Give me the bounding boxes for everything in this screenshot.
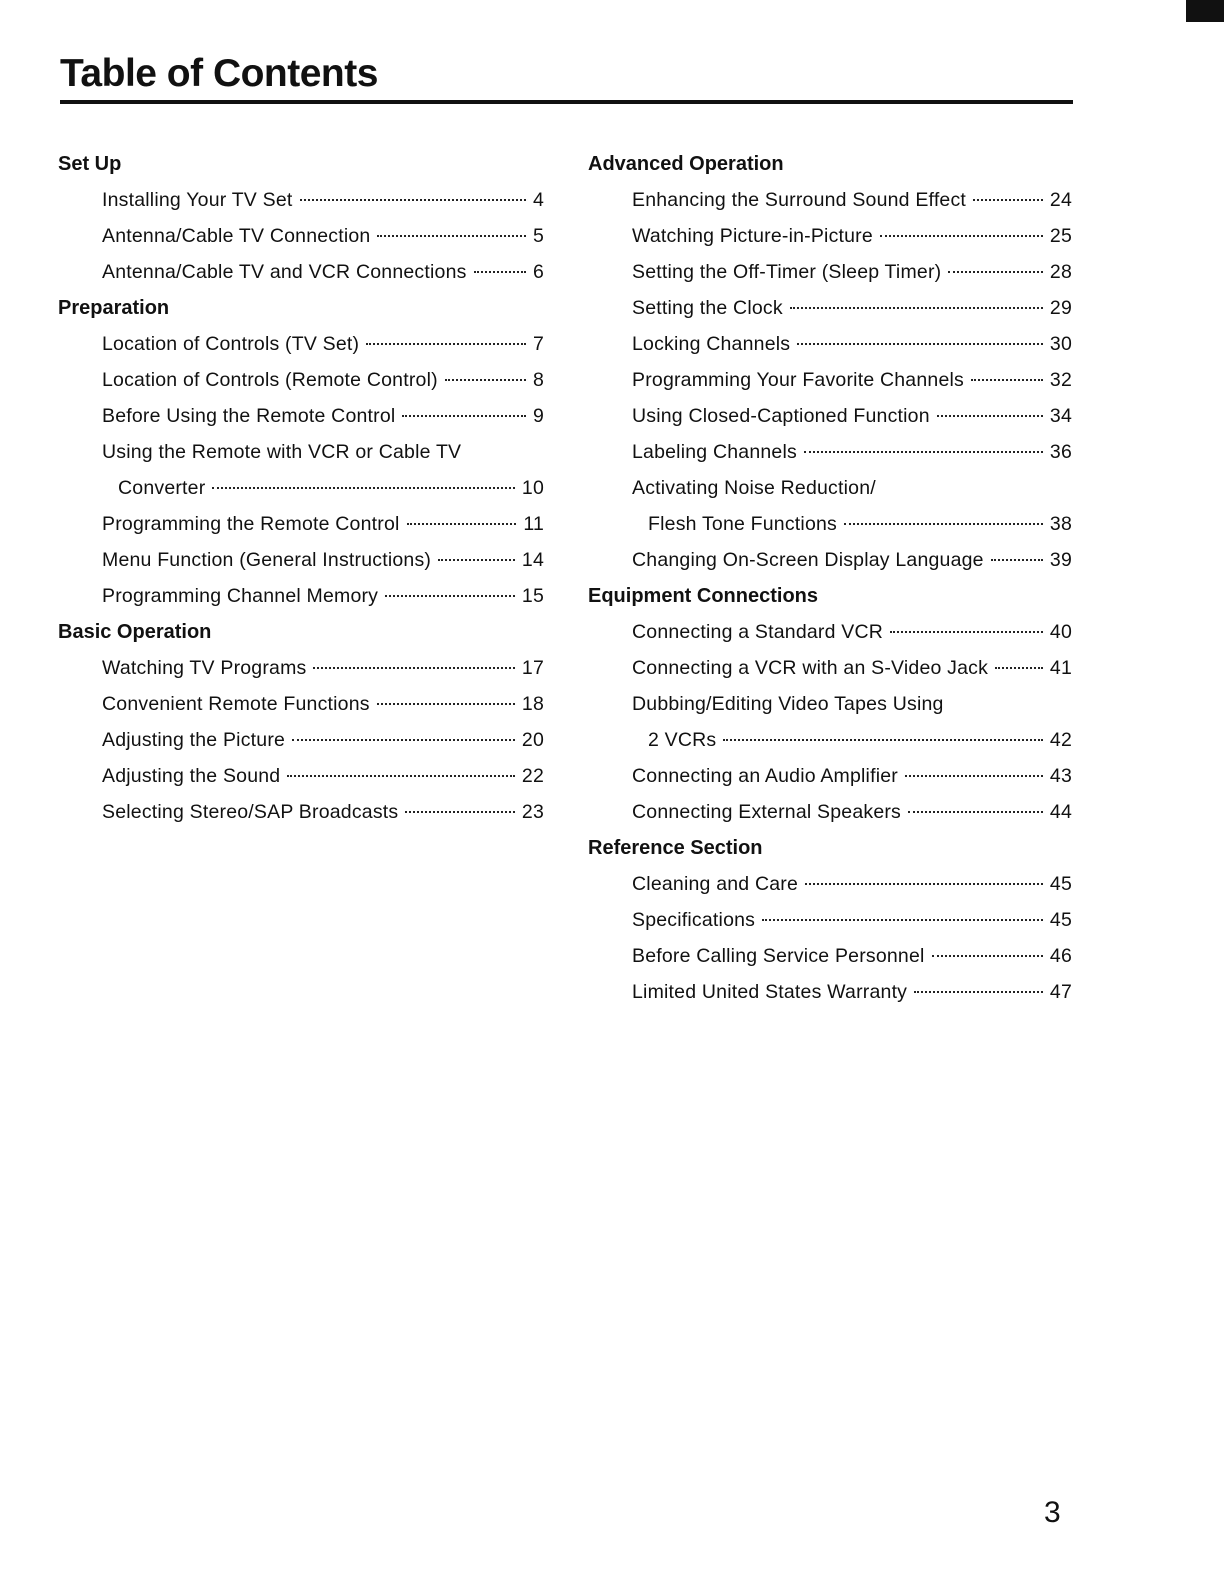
- toc-entry-label: 2 VCRs: [648, 729, 717, 751]
- toc-entry[interactable]: [58, 398, 544, 434]
- toc-entry-label: Before Calling Service Personnel: [632, 945, 925, 967]
- toc-entry[interactable]: [58, 578, 544, 614]
- toc-entry[interactable]: [58, 650, 544, 686]
- toc-entry-continuation[interactable]: [58, 470, 544, 506]
- toc-entry[interactable]: [58, 722, 544, 758]
- toc-entry-page: 34: [1049, 405, 1072, 427]
- dot-leader: [948, 271, 1043, 273]
- toc-entry[interactable]: [588, 974, 1072, 1010]
- toc-entry[interactable]: [588, 542, 1072, 578]
- dot-leader: [805, 883, 1043, 885]
- toc-entry-page: 9: [532, 405, 544, 427]
- dot-leader: [844, 523, 1043, 525]
- toc-entry[interactable]: [58, 506, 544, 542]
- toc-entry-label: Changing On-Screen Display Language: [632, 549, 984, 571]
- toc-entry-label: Locking Channels: [632, 333, 791, 355]
- toc-entry-page: 15: [521, 585, 544, 607]
- toc-entry[interactable]: [588, 902, 1072, 938]
- toc-entry-page: 7: [532, 333, 544, 355]
- toc-entry-page: 11: [523, 513, 544, 535]
- dot-leader: [287, 775, 515, 777]
- toc-entry-page: 28: [1049, 261, 1072, 283]
- toc-entry[interactable]: [588, 938, 1072, 974]
- toc-entry-label: Activating Noise Reduction/: [632, 477, 876, 499]
- toc-entry-page: 36: [1049, 441, 1072, 463]
- toc-entry-label: Connecting a Standard VCR: [632, 621, 884, 643]
- dot-leader: [385, 595, 515, 597]
- toc-entry[interactable]: [588, 182, 1072, 218]
- toc-entry-label: Connecting External Speakers: [632, 801, 902, 823]
- dot-leader: [474, 271, 526, 273]
- toc-entry[interactable]: [58, 542, 544, 578]
- toc-entry-page: 45: [1049, 909, 1072, 931]
- toc-entry-label: Dubbing/Editing Video Tapes Using: [632, 693, 944, 715]
- toc-entry-label: Adjusting the Sound: [102, 765, 281, 787]
- section-heading: Basic Operation: [58, 621, 212, 643]
- toc-entry[interactable]: [588, 398, 1072, 434]
- toc-entry-label: Converter: [118, 477, 206, 499]
- toc-entry[interactable]: [58, 434, 544, 470]
- toc-entry[interactable]: [588, 254, 1072, 290]
- toc-entry[interactable]: [588, 614, 1072, 650]
- toc-entry-page: 6: [532, 261, 544, 283]
- toc-entry-page: 18: [521, 693, 544, 715]
- toc-entry[interactable]: [588, 434, 1072, 470]
- section-heading: Reference Section: [588, 837, 763, 859]
- toc-entry-page: 22: [521, 765, 544, 787]
- dot-leader: [971, 379, 1043, 381]
- section-heading: Preparation: [58, 297, 170, 319]
- toc-entry-page: 30: [1049, 333, 1072, 355]
- corner-registration-mark: [1186, 0, 1224, 22]
- toc-entry-label: Programming Channel Memory: [102, 585, 379, 607]
- toc-entry-page: 17: [521, 657, 544, 679]
- toc-column-right: [588, 146, 1072, 1010]
- toc-entry-page: 43: [1049, 765, 1072, 787]
- toc-entry[interactable]: [588, 362, 1072, 398]
- toc-entry-label: Programming the Remote Control: [102, 513, 400, 535]
- toc-entry-label: Setting the Clock: [632, 297, 783, 319]
- toc-entry[interactable]: [58, 362, 544, 398]
- toc-entry-label: Antenna/Cable TV Connection: [102, 225, 371, 247]
- page-number: 3: [1044, 1496, 1061, 1529]
- dot-leader: [300, 199, 526, 201]
- toc-entry-label: Connecting an Audio Amplifier: [632, 765, 898, 787]
- toc-entry-label: Using the Remote with VCR or Cable TV: [102, 441, 462, 463]
- dot-leader: [405, 811, 515, 813]
- dot-leader: [908, 811, 1043, 813]
- toc-entry-label: Using Closed-Captioned Function: [632, 405, 930, 427]
- toc-entry-label: Enhancing the Surround Sound Effect: [632, 189, 967, 211]
- toc-entry-page: 40: [1049, 621, 1072, 643]
- dot-leader: [804, 451, 1043, 453]
- toc-entry-label: Before Using the Remote Control: [102, 405, 396, 427]
- toc-entry-continuation[interactable]: [588, 506, 1072, 542]
- toc-entry[interactable]: [588, 290, 1072, 326]
- toc-entry[interactable]: [58, 794, 544, 830]
- toc-entry-page: 32: [1049, 369, 1072, 391]
- toc-entry-label: Setting the Off-Timer (Sleep Timer): [632, 261, 942, 283]
- toc-entry[interactable]: [58, 182, 544, 218]
- dot-leader: [445, 379, 526, 381]
- toc-entry-label: Selecting Stereo/SAP Broadcasts: [102, 801, 399, 823]
- dot-leader: [880, 235, 1043, 237]
- section-heading: Equipment Connections: [588, 585, 818, 607]
- dot-leader: [914, 991, 1043, 993]
- title-rule: [60, 100, 1073, 104]
- dot-leader: [905, 775, 1043, 777]
- toc-entry-page: 46: [1049, 945, 1072, 967]
- section-heading: Advanced Operation: [588, 153, 784, 175]
- toc-entry[interactable]: [588, 866, 1072, 902]
- dot-leader: [973, 199, 1043, 201]
- dot-leader: [991, 559, 1043, 561]
- toc-entry[interactable]: [588, 758, 1072, 794]
- toc-entry-label: Installing Your TV Set: [102, 189, 293, 211]
- toc-entry[interactable]: [588, 326, 1072, 362]
- dot-leader: [377, 703, 515, 705]
- toc-entry-label: Connecting a VCR with an S-Video Jack: [632, 657, 989, 679]
- toc-entry-label: Menu Function (General Instructions): [102, 549, 432, 571]
- dot-leader: [377, 235, 525, 237]
- toc-entry-page: 39: [1049, 549, 1072, 571]
- dot-leader: [995, 667, 1043, 669]
- toc-entry[interactable]: [588, 218, 1072, 254]
- toc-entry[interactable]: [58, 758, 544, 794]
- toc-entry-label: Specifications: [632, 909, 756, 931]
- toc-column-left: [58, 146, 544, 830]
- dot-leader: [212, 487, 514, 489]
- toc-entry-label: Adjusting the Picture: [102, 729, 286, 751]
- toc-entry-page: 44: [1049, 801, 1072, 823]
- dot-leader: [292, 739, 515, 741]
- toc-entry[interactable]: [58, 326, 544, 362]
- page-title: Table of Contents: [60, 52, 378, 95]
- toc-entry[interactable]: [588, 794, 1072, 830]
- dot-leader: [366, 343, 526, 345]
- dot-leader: [313, 667, 514, 669]
- toc-entry-page: 25: [1049, 225, 1072, 247]
- toc-entry-label: Limited United States Warranty: [632, 981, 908, 1003]
- toc-entry-label: Watching TV Programs: [102, 657, 307, 679]
- toc-entry-page: 20: [521, 729, 544, 751]
- toc-entry-page: 5: [532, 225, 544, 247]
- toc-entry-label: Programming Your Favorite Channels: [632, 369, 964, 391]
- toc-entry-page: 23: [521, 801, 544, 823]
- toc-entry-label: Labeling Channels: [632, 441, 797, 463]
- dot-leader: [890, 631, 1043, 633]
- toc-entry-page: 42: [1049, 729, 1072, 751]
- toc-entry-page: 41: [1049, 657, 1072, 679]
- toc-entry[interactable]: [58, 254, 544, 290]
- dot-leader: [762, 919, 1043, 921]
- dot-leader: [402, 415, 526, 417]
- toc-entry-page: 45: [1049, 873, 1072, 895]
- toc-entry-page: 14: [521, 549, 544, 571]
- dot-leader: [407, 523, 517, 525]
- toc-entry-label: Convenient Remote Functions: [102, 693, 370, 715]
- toc-entry-page: 38: [1049, 513, 1072, 535]
- dot-leader: [937, 415, 1043, 417]
- toc-entry[interactable]: [588, 686, 1072, 722]
- toc-entry[interactable]: [58, 218, 544, 254]
- toc-entry[interactable]: [58, 686, 544, 722]
- dot-leader: [723, 739, 1043, 741]
- toc-entry-label: Location of Controls (TV Set): [102, 333, 360, 355]
- dot-leader: [438, 559, 515, 561]
- toc-entry-continuation[interactable]: [588, 722, 1072, 758]
- toc-entry-label: Location of Controls (Remote Control): [102, 369, 438, 391]
- toc-entry[interactable]: [588, 650, 1072, 686]
- section-heading: Set Up: [58, 153, 122, 175]
- dot-leader: [797, 343, 1043, 345]
- toc-entry-label: Antenna/Cable TV and VCR Connections: [102, 261, 467, 283]
- dot-leader: [932, 955, 1043, 957]
- toc-entry-page: 24: [1049, 189, 1072, 211]
- toc-entry-label: Flesh Tone Functions: [648, 513, 837, 535]
- toc-entry[interactable]: [588, 470, 1072, 506]
- toc-entry-label: Cleaning and Care: [632, 873, 799, 895]
- toc-entry-page: 8: [532, 369, 544, 391]
- toc-entry-page: 4: [532, 189, 544, 211]
- toc-entry-page: 10: [521, 477, 544, 499]
- toc-entry-page: 47: [1049, 981, 1072, 1003]
- dot-leader: [790, 307, 1043, 309]
- toc-entry-label: Watching Picture-in-Picture: [632, 225, 873, 247]
- toc-entry-page: 29: [1049, 297, 1072, 319]
